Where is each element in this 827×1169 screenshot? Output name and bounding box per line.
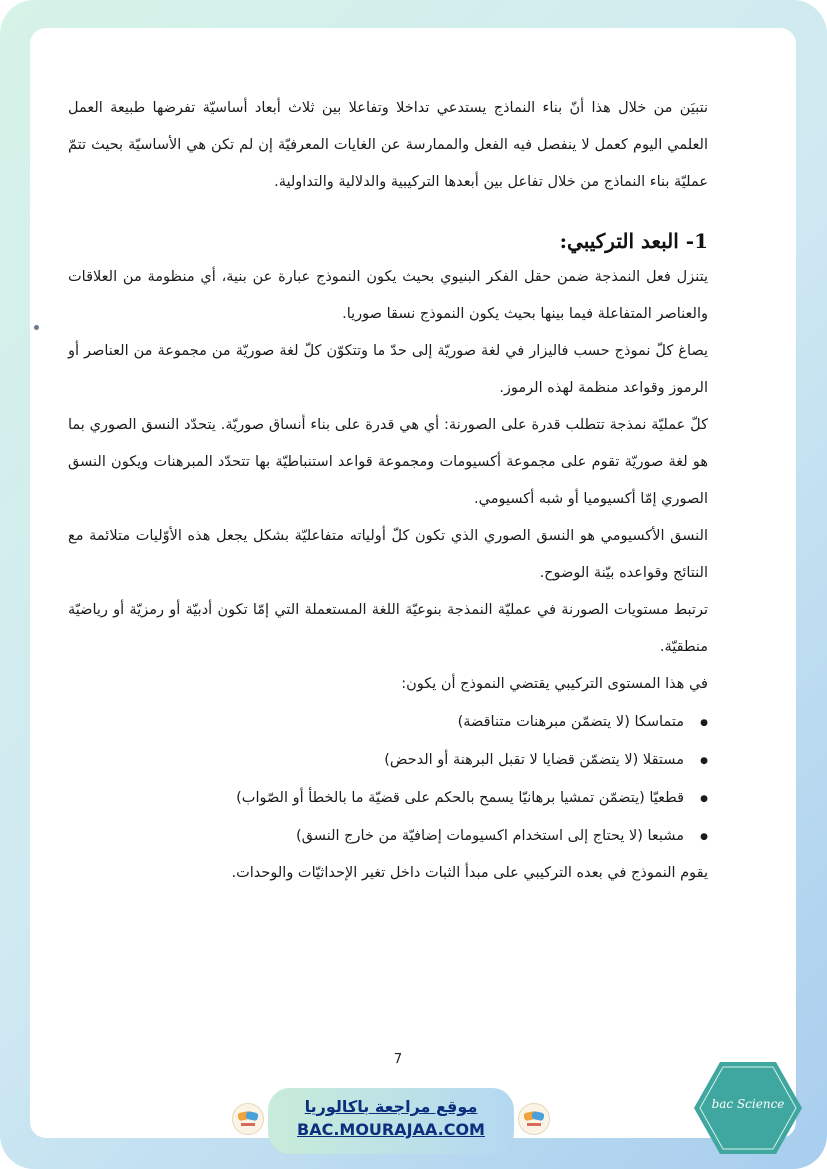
site-logo-icon bbox=[518, 1103, 550, 1135]
list-item: ● متماسكا (لا يتضمّن مبرهنات متناقضة) bbox=[68, 703, 684, 741]
closing-paragraph: يقوم النموذج في بعده التركيبي على مبدأ الثبات داخل تغير الإحداثيّات والوحدات. bbox=[231, 865, 708, 881]
site-name-link[interactable]: موقع مراجعة باكالوريا bbox=[304, 1097, 478, 1116]
requirements-list bbox=[68, 703, 708, 855]
paragraph-5: ترتبط مستويات الصورنة في عمليّة النمذجة بنوعيّة اللغة المستعملة التي إمّا تكون أدبيّة أو رمزيّة أو رياضيّة منطقيّة. bbox=[68, 602, 708, 655]
paragraph-1: يتنزل فعل النمذجة ضمن حقل الفكر البنيوي بحيث يكون النموذج عبارة عن بنية، أي منظومة من العلاقات والعناصر المتفاعلة فيما بينها بحيث يكون النموذج نسقا صوريا. bbox=[68, 269, 708, 322]
margin-dot bbox=[34, 325, 39, 330]
list-item: ● مشبعا (لا يحتاج إلى استخدام اكسيومات إضافيّة من خارج النسق) bbox=[68, 817, 684, 855]
paragraph-6: في هذا المستوى التركيبي يقتضي النموذج أن يكون: bbox=[401, 676, 708, 692]
site-banner[interactable] bbox=[268, 1088, 514, 1154]
intro-paragraph: نتبيَن من خلال هذا أنّ بناء النماذج يستدعي تداخلا وتفاعلا بين ثلاث أبعاد أساسيّة تفرضها طبيعة العمل العلمي اليوم كعمل لا ينفصل فيه الفعل والممارسة عن الغايات المعرفيّة إن لم تكن هي الأساسيّة بحيث تتمّ عمليّة بناء النماذج من خلال تفاعل بين أبعدها التركيبية والدلالية والتداولية. bbox=[68, 100, 708, 190]
section-heading: 1- البعد التركيبي: bbox=[559, 229, 708, 253]
list-item: ● قطعيّا (يتضمّن تمشيا برهانيّا يسمح بالحكم على قضيّة ما بالخطأ أو الصّواب) bbox=[68, 779, 684, 817]
paragraph-4: النسق الأكسيومي هو النسق الصوري الذي تكون كلّ أولياته متفاعليّة بشكل يجعل هذه الأوّليات متلائمة مع النتائج وقواعده بيّنة الوضوح. bbox=[68, 528, 708, 581]
site-url-link[interactable]: BAC.MOURAJAA.COM bbox=[297, 1120, 485, 1139]
list-item: ● مستقلا (لا يتضمّن قضايا لا تقبل البرهنة أو الدحض) bbox=[68, 741, 684, 779]
paragraph-3: كلّ عمليّة نمذجة تتطلب قدرة على الصورنة: أي هي قدرة على بناء أنساق صوريّة. يتحدّد النسق الصوري بما هو لغة صوريّة تقوم على مجموعة أكسيومات ومجموعة قواعد استنباطيّة بها تتحدّد المبرهنات ويكون النسق الصوري إمّا أكسيوميا أو شبه أكسيومي. bbox=[68, 417, 708, 507]
page-number: 7 bbox=[393, 1052, 403, 1067]
site-logo-icon bbox=[232, 1103, 264, 1135]
paragraph-2: يصاغ كلّ نموذج حسب فاليزار في لغة صوريّة إلى حدّ ما وتتكوّن كلّ لغة صوريّة من مجموعة من العناصر أو الرموز وقواعد منظمة لهذه الرموز. bbox=[68, 343, 708, 396]
document-body bbox=[68, 90, 708, 892]
seal-text: bac Science bbox=[711, 1097, 785, 1111]
